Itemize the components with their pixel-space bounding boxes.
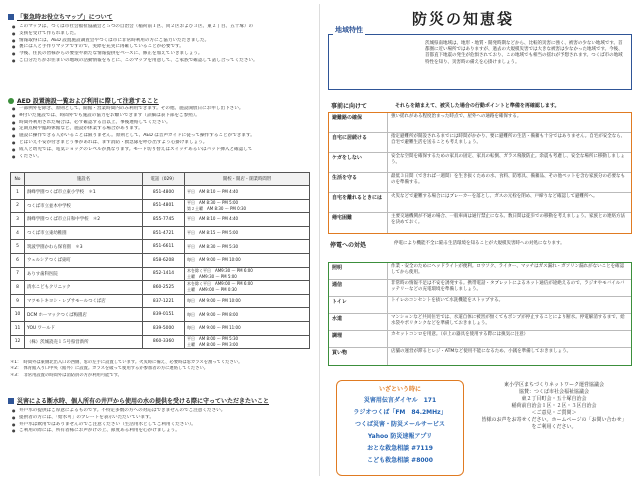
emergency-contact-line: つくば災害・防災メールサービス (355, 421, 445, 428)
cell-no: 12 (11, 335, 25, 349)
list-item: ● 施設に操作できる人がいることは限りません。原則として、AED は音声ガイドに従って操作することができます。 (12, 133, 312, 140)
emergency-heading: いざという時に (378, 386, 421, 393)
cell-hours: 平日 AM 8:00 ～ PM 5:30 土曜 AM 8:00 ～ PM 3:00 (185, 335, 310, 349)
list-item: ● 提供者の方には、「給水可」のプレートを表示いただいています。 (12, 415, 312, 422)
aed-facility-table (10, 172, 310, 349)
cell-hours: 平日 AM 8:15 ～ PM 5:00 (185, 226, 310, 240)
table-row (11, 253, 310, 267)
table-row (11, 186, 310, 200)
cell-facility-name: つくば市立東幼稚園 (25, 226, 143, 240)
preparation-row (329, 113, 631, 133)
heart-icon (8, 98, 14, 104)
power-outage-row (329, 331, 631, 348)
preparation-row-value: 最低３日間（できれば一週間）を生き抜くための水、食料、防寒具、備蓄品、その他ペットを含む家族分の必要なものを準備する。 (387, 173, 631, 192)
col-header-name: 施設名 (25, 173, 143, 186)
list-item: ● 一部例外を除き、原則として、開館・営業時間内のみ利用できます。その他、施設開放日にお申し出下さい。 (12, 106, 312, 113)
note-item: ＊2： 体育館入り口中央（館外）に設置。ガラスを破って使用するか参加者の方に連絡してください。 (10, 366, 209, 372)
power-outage-row-value: カセットコンロを用意。（卓上の器具を使用する際には換気に注意） (387, 331, 631, 347)
cell-phone: 858-6208 (143, 253, 185, 267)
cell-hours: 平日 AM 8:30 ～ PM 5:00 第２土曜 AM 8:30 ～ PM 0:30 (185, 199, 310, 213)
region-characteristics-label: 地域特性 (335, 26, 363, 34)
cell-no: 8 (11, 281, 25, 295)
cell-phone: 860-2525 (143, 281, 185, 295)
cell-facility-name: つくば市立並木中学校 (25, 199, 143, 213)
table-row (11, 267, 310, 281)
power-outage-row-key: 調理 (332, 332, 343, 339)
cell-facility-name: DCM ホーマックつくば梅園店 (25, 308, 143, 322)
cell-facility-name: ウェルシアつくば東町 (25, 253, 143, 267)
cell-no: 6 (11, 253, 25, 267)
note-item: ＊1： 時間外は東側北出入口の西側、窓の左手に設置しています。火災時に備え、必要時は窓ガラスを割ってください。 (10, 360, 243, 365)
preparation-lead: それらを踏まえて、被災した場合の行動ポイントと準備を再確認します。 (395, 103, 560, 109)
left-page (0, 0, 318, 480)
preparation-row-value: 指定避難所が開設されるまでには時間がかかり、要に避難所の生活・備蓄も十分ではありません。自宅が安全なら、自宅で避難生活を送ることも考えましょう。 (387, 133, 631, 152)
cell-facility-name: 清水こどもクリニック (25, 281, 143, 295)
emergency-contacts-box (336, 380, 464, 476)
cell-no: 9 (11, 294, 25, 308)
cell-phone: 851-4801 (143, 199, 185, 213)
cell-facility-name: 洞峰学園つくば市立東小学校 ＊1 (25, 186, 143, 200)
cell-facility-name: 洞峰学園つくば市立日和中学校 ＊2 (25, 213, 143, 227)
water-section-bullets (12, 408, 312, 435)
emergency-contact-line: ラジオつくば「FM 84.2MHz」 (353, 409, 447, 416)
cell-phone: 851-6611 (143, 240, 185, 254)
cell-hours: 平日 AM 8:10 ～ PM 4:40 (185, 186, 310, 200)
cell-phone: 852-1414 (143, 267, 185, 281)
cell-hours: 木を除く平日 AM9:30 ～ PM 6:00 土曜 AM9:30 ～ PM 5:00 (185, 267, 310, 281)
preparation-row-key: 自宅に居続ける (332, 134, 368, 141)
cell-phone: 860-3360 (143, 335, 185, 349)
cell-phone: 839-5000 (143, 321, 185, 335)
cell-hours: 毎日 AM 9:00 ～ PM 10:00 (185, 294, 310, 308)
cell-no: 5 (11, 240, 25, 254)
list-item: ● 井戸水の提供はご厚意によるものです。不特定多数の方への対応はできませんのでご注意ください。 (12, 408, 312, 415)
preparation-row-key: ケガをしない (332, 154, 362, 161)
power-outage-row-key: 照明 (332, 265, 343, 271)
power-outage-row-key: 通信 (332, 281, 343, 288)
organizer-contact (474, 382, 634, 431)
power-outage-lead: 停電により機能不全に陥る生活環境を知ることが大規模災害時への対処になります。 (394, 241, 565, 246)
cell-no: 1 (11, 186, 25, 200)
cell-hours: 毎日 AM 9:00 ～ PM 11:00 (185, 321, 310, 335)
power-outage-row (329, 297, 631, 314)
list-item: ● 時間外利用された場合は、必ず確認する旨以上、事後連絡してください。 (12, 120, 312, 127)
organizer-line: 皆様のお声をお寄せください。ホームページの「お問い合わせ」をご利用ください。 (481, 417, 627, 430)
col-header-no: No (11, 173, 25, 186)
preparation-row-value: 火災などで避難する場合にはブレーカーを落とし、ガスの元栓を閉め、戸締りなど確認して避難所へ。 (387, 193, 631, 212)
cell-phone: 855-7745 (143, 213, 185, 227)
list-item: ● ご利用の際には、所有者様にお声がけの上、節度ある利用を心がけましょう。 (12, 428, 312, 435)
table-row (11, 308, 310, 322)
preparation-row (329, 153, 631, 173)
list-item: ● とはいえ不安が付きまとう事があれば、まず消防・救急隊を呼び出すよう心掛けましょう。 (12, 140, 312, 147)
table-row (11, 199, 310, 213)
right-page (322, 0, 640, 480)
aed-section-title: AED 設置施設一覧および利用に際して注意すること (8, 96, 159, 105)
cell-facility-name: マツモトキヨシ・レプサモールつくば店 (25, 294, 143, 308)
table-row (11, 294, 310, 308)
power-outage-box (328, 262, 632, 366)
power-outage-row-value: マンションなど共同住宅では、水道自体に被害が無くてもポンプが停止することにより断水。停電解消するまで、給水袋やポリタンクなどを準備しておきましょう。 (387, 314, 631, 330)
cell-hours: 木を除く平日 AM9:00 ～ PM 6:00 土曜 AM9:00 ～ PM 0:30 (185, 281, 310, 295)
cell-no: 4 (11, 226, 25, 240)
preparation-row-value: 強い揺れがある程度治まった時点で、屋外への通路を確保する。 (387, 113, 631, 132)
cell-facility-name: （株）茨城読売１５号県営新所 (25, 335, 143, 349)
table-row (11, 213, 310, 227)
organizer-line: 協賛：つくば市社会福祉協議会 (518, 389, 589, 395)
cell-facility-name: ありす歯科医院 (25, 267, 143, 281)
list-item: ● ください。 (12, 154, 312, 161)
cell-no: 3 (11, 213, 25, 227)
cell-no: 7 (11, 267, 25, 281)
region-characteristics-text: 茨城県南地域は、地形・地質・開発時期などから、比較的災害に強く、被害の少ない地域です。首都圏に近い場所ではありますが、過去の大規模災害では大きな被害は少なかった地域です。今後、首都直下地震の発生が危惧されており、この地域でも相当の揺れが予想されます。つくば市の地域特性を知り、災害時の備えを心掛けましょう。 (425, 41, 623, 65)
page-fold-divider (319, 4, 320, 476)
power-outage-row-value: 店舗の運営が滞るとレジ・ATMなど使用不能になるため、小銭を準備しておきましょう。 (387, 348, 631, 365)
page-title: 防災の知恵袋 (412, 10, 515, 28)
preparation-row-value: 安全な空間を確保するための家具の固定、家具の転倒、ガラス飛散防止。余震も考慮し、安全な場所に移動しましょう。 (387, 153, 631, 172)
preparation-row (329, 133, 631, 153)
list-item: ● 今後、住民の皆様からの要望や新たな情報提供をベースに、修正を加えていきましょう。 (12, 51, 312, 58)
preparation-box (328, 103, 632, 234)
region-characteristics-box (328, 26, 632, 90)
table-row (11, 240, 310, 254)
preparation-row-key: 避難路の確保 (332, 115, 363, 121)
cell-phone: 839-0151 (143, 308, 185, 322)
power-outage-row (329, 280, 631, 297)
table-header-row (11, 173, 310, 186)
map-section-bullets (12, 24, 312, 65)
power-outage-row-value: 作業・安全のためにヘッドライトが便利。ロウソク、ライター、マッチはガス漏れ・ガソリン漏れがないことを確認してから使用。 (387, 263, 631, 279)
table-notes (10, 360, 314, 379)
power-outage-row (329, 348, 631, 365)
map-section-title: 「緊急時お役立ちマップ」について (8, 12, 113, 21)
cell-hours: 平日 AM 8:30 ～ PM 5:30 (185, 240, 310, 254)
col-header-phone: 電話（029） (143, 173, 185, 186)
power-outage-row-key: 買い物 (332, 350, 348, 356)
cell-hours: 平日 AM 8:10 ～ PM 4:40 (185, 213, 310, 227)
organizer-line: 稲荷前自治会１区・２区・３区自治会 (511, 403, 597, 409)
preparation-row (329, 213, 631, 233)
cell-facility-name: 筑波学園かわら保育園 ＊3 (25, 240, 143, 254)
power-outage-label: 停電への対処 (330, 242, 367, 249)
power-outage-row (329, 314, 631, 331)
power-outage-row-key: 水道 (332, 316, 343, 322)
water-drop-icon (8, 398, 14, 404)
table-row (11, 226, 310, 240)
power-outage-row-key: トイレ (332, 298, 347, 305)
list-item: ● 情報取得には、AED 設置施設調査会やつくば市に非常時利用の方にご協力いただきました。 (12, 38, 312, 45)
cell-no: 10 (11, 308, 25, 322)
organizer-line: 東２丁目町会・五十塚自治会 (521, 396, 587, 402)
aed-section-bullets (12, 106, 312, 160)
preparation-row-key: 生活を守る (332, 175, 358, 181)
cell-phone: 851-4800 (143, 186, 185, 200)
list-item: ● このマップは、つくば市社会福祉協議会と５つの自治会（稲荷前１区、同２区および３区、東２丁目、五十塚）の (12, 24, 312, 31)
cell-phone: 837-1221 (143, 294, 185, 308)
organizer-line: ＜ご意見・ご質問＞ (531, 410, 577, 416)
power-outage-row-value: 非常時の情報不足は不安を誘発する。携帯電話・タブレットによるネット通信が途絶えるので、ラジオやモバイルバッテリーなどの充電環境を準備しましょう。 (387, 280, 631, 296)
table-row (11, 321, 310, 335)
emergency-contact-line: こども救急相談 #8000 (367, 457, 433, 464)
water-section-title: 災害による断水時、個人所有の井戸から使用の水の提供を受ける際に守っていただきたいこと (8, 396, 269, 405)
preparation-row-value: 主要交通機関が不通の場合、一般車両は通行禁止になる。数日間は徒歩での移動を考えましょう。家族との連絡方法を決めておく。 (387, 213, 631, 233)
note-item: ＊3： 非常用設置の時間外は消防員の方が利用可能です。 (10, 372, 122, 378)
preparation-row (329, 193, 631, 213)
preparation-row-key: 帰宅困難 (332, 215, 353, 221)
power-outage-row-value: トイレのコンセントを抜いて水洗機能をストップする。 (387, 297, 631, 313)
list-item: ● 定期点検や臨時休館など、施設が休業する場合があります。 (12, 126, 312, 133)
table-row (11, 281, 310, 295)
cell-no: 11 (11, 321, 25, 335)
emergency-contact-line: おとな救急相談 #7119 (367, 445, 433, 452)
organizer-line: 東小学区まちづくりネットワーク運営協議会 (504, 382, 604, 388)
emergency-contact-line: Yahoo 防災速報アプリ (367, 433, 433, 440)
list-item: ● ※付いた施設では、時間外でも施設の協力をお願いできます（詳細は表下部をご参照）。 (12, 113, 312, 120)
list-item: ● ご自分たちがお住まいの地域の活動情報をもとに、このマップを用意して、ご家族で確認して話し合ってください。 (12, 58, 312, 65)
list-item: ● 支援を受けて作られました。 (12, 31, 312, 38)
cell-hours: 毎日 AM 9:00 ～ PM 10:00 (185, 253, 310, 267)
square-bullet-icon (8, 14, 14, 20)
col-header-hours: 開校・開店・開業時間帯 (185, 173, 310, 186)
power-outage-row (329, 263, 631, 280)
preparation-label: 事前に向けて (331, 103, 368, 110)
table-row (11, 335, 310, 349)
list-item: ● 成人と幼児では、電気ショックのレベルが異なります。モード切り替えはスイッチあるいはパッド挿入と確認して (12, 147, 312, 154)
cell-hours: 毎日 AM 9:00 ～ PM 8:00 (185, 308, 310, 322)
list-item: ● 裏には人と手作りマップですので、実際を充実に再確していることが必要です。 (12, 44, 312, 51)
preparation-row-key: 自宅を離れるときには (332, 194, 383, 201)
cell-phone: 851-4721 (143, 226, 185, 240)
emergency-contact-line: 災害用伝言ダイヤル 171 (363, 397, 437, 404)
list-item: ● 井戸水は飲用ではありませんのでご注意ください（生活用水としてご利用ください）。 (12, 422, 312, 429)
cell-facility-name: YOU ワールド (25, 321, 143, 335)
preparation-row (329, 173, 631, 193)
cell-no: 2 (11, 199, 25, 213)
